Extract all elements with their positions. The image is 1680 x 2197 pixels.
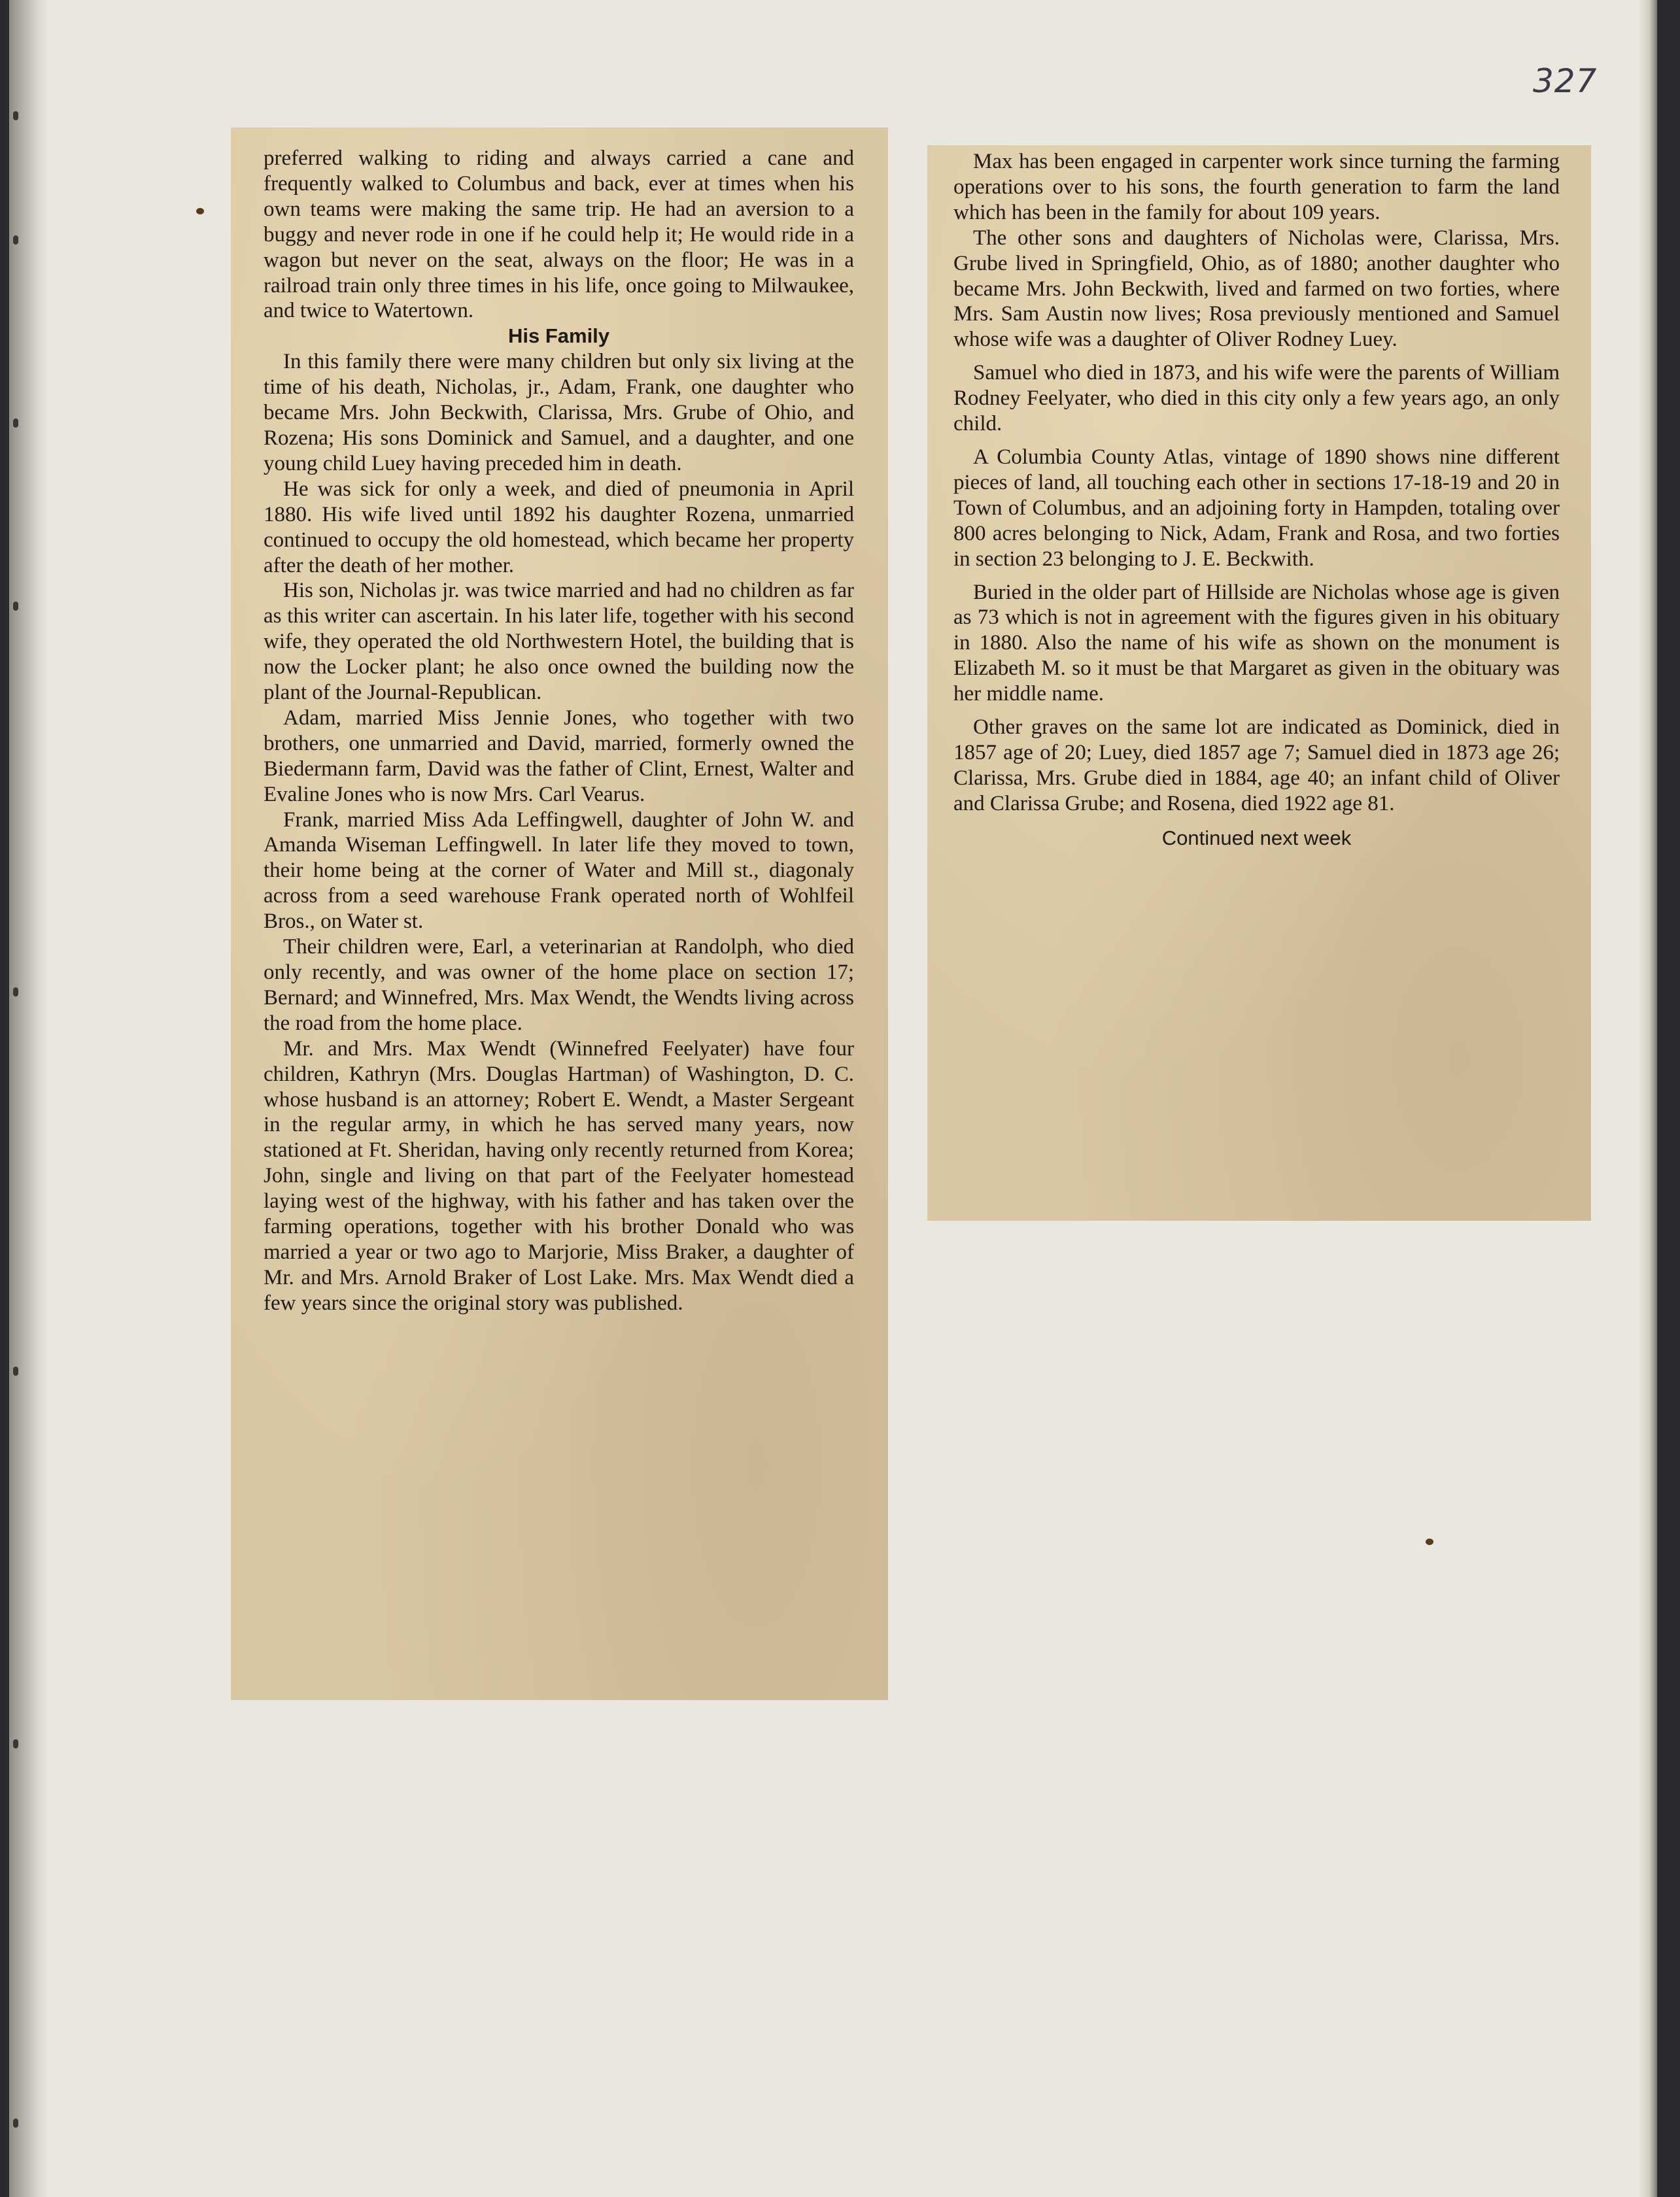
binding-hole	[13, 1367, 18, 1376]
binding-hole	[13, 418, 18, 428]
newspaper-clipping-right	[927, 145, 1591, 1221]
binding-shadow	[9, 0, 48, 2197]
paragraph: His son, Nicholas jr. was twice married and had no children as far as this writer can ascertain. In his later life, together with his second wife, they operated the old Northwestern Hotel, the building that is now the Locker plant; he also once owned the building now the plant of the Journal-Republican.	[264, 579, 854, 705]
continued-note: Continued next week	[1161, 826, 1352, 849]
binding-hole	[13, 2119, 18, 2128]
paragraph: Samuel who died in 1873, and his wife were the parents of William Rodney Feelyater, who died in this city only a few years ago, an only child.	[953, 361, 1560, 436]
paragraph: Frank, married Miss Ada Leffingwell, daughter of John W. and Amanda Wiseman Leffingwell. In later life they moved to town, their home being at the corner of Water and Mill st., diagonaly across from a seed warehouse Frank operated north of Wohlfeil Bros., on Water st.	[264, 808, 854, 934]
paragraph: In this family there were many children but only six living at the time of his death, Nicholas, jr., Adam, Frank, one daughter who became Mrs. John Beckwith, Clarissa, Mrs. Grube of Ohio, and Rozena; His sons Dominick and Samuel, and a daughter, and one young child Luey having preceded him in death.	[264, 350, 854, 475]
paragraph: preferred walking to riding and always carried a cane and frequently walked to Columbus and back, ever at times when his own teams were making the same trip. He had an aversion to a buggy and never rode in one if he could help it; He would ride in a wagon but never on the seat, always on the floor; He was in a railroad train only three times in his life, once going to Milwaukee, and twice to Watertown.	[264, 146, 854, 323]
binding-hole	[13, 1739, 18, 1748]
page-number: 327	[1533, 62, 1598, 100]
binding-hole	[13, 602, 18, 611]
section-heading: His Family	[507, 324, 610, 348]
paragraph: Other graves on the same lot are indicated as Dominick, died in 1857 age of 20; Luey, died 1857 age 7; Samuel died in 1873 age 26; Clarissa, Mrs. Grube died in 1884, age 40; an infant child of Oliver and Clarissa Grube; and Rosena, died 1922 age 81.	[953, 715, 1560, 815]
paragraph: Adam, married Miss Jennie Jones, who together with two brothers, one unmarried and David, married, formerly owned the Biedermann farm, David was the father of Clint, Ernest, Walter and Evaline Jones who is now Mrs. Carl Vearus.	[264, 706, 854, 806]
paragraph: He was sick for only a week, and died of pneumonia in April 1880. His wife lived until 1892 his daughter Rozena, unmarried continued to occupy the old homestead, which became her property after the death of her mother.	[264, 477, 854, 577]
binding-hole	[13, 111, 18, 120]
newspaper-clipping-left	[231, 128, 888, 1700]
paper-speck	[196, 208, 204, 214]
paragraph: Mr. and Mrs. Max Wendt (Winnefred Feelyater) have four children, Kathryn (Mrs. Douglas Hartman) of Washington, D. C. whose husband is an attorney; Robert E. Wendt, a Master Sergeant in the regular army, in which he has served many years, now stationed at Ft. Sheridan, having only recently returned from Korea; John, single and living on that part of the Feelyater homestead laying west of the highway, with his father and has taken over the farming operations, together with his brother Donald who was married a year or two ago to Marjorie, Miss Braker, a daughter of Mr. and Mrs. Arnold Braker of Lost Lake. Mrs. Max Wendt died a few years since the original story was published.	[264, 1036, 854, 1315]
paragraph: A Columbia County Atlas, vintage of 1890 shows nine different pieces of land, all touching each other in sections 17-18-19 and 20 in Town of Columbus, and an adjoining forty in Hampden, totaling over 800 acres belonging to Nick, Adam, Frank and Rosa, and two forties in section 23 belonging to J. E. Beckwith.	[953, 445, 1560, 571]
paragraph: Their children were, Earl, a veterinarian at Randolph, who died only recently, and was owner of the home place on section 17; Bernard; and Winnefred, Mrs. Max Wendt, the Wendts living across the road from the home place.	[264, 935, 854, 1035]
page-edge	[1637, 0, 1657, 2197]
binding-hole	[13, 235, 18, 245]
paragraph: Max has been engaged in carpenter work since turning the farming operations over to his sons, the fourth generation to farm the land which has been in the family for about 109 years.	[953, 150, 1560, 224]
paragraph: Buried in the older part of Hillside are Nicholas whose age is given as 73 which is not in agreement with the figures given in his obituary in 1880. Also the name of his wife as shown on the monument is Elizabeth M. so it must be that Margaret as given in the obituary was her middle name.	[953, 580, 1560, 706]
paragraph: The other sons and daughters of Nicholas were, Clarissa, Mrs. Grube lived in Springfield, Ohio, as of 1880; another daughter who became Mrs. John Beckwith, lived and farmed on two forties, where Mrs. Sam Austin now lives; Rosa previously mentioned and Samuel whose wife was a daughter of Oliver Rodney Luey.	[953, 226, 1560, 352]
paper-speck	[1426, 1539, 1433, 1545]
binding-hole	[13, 987, 18, 996]
